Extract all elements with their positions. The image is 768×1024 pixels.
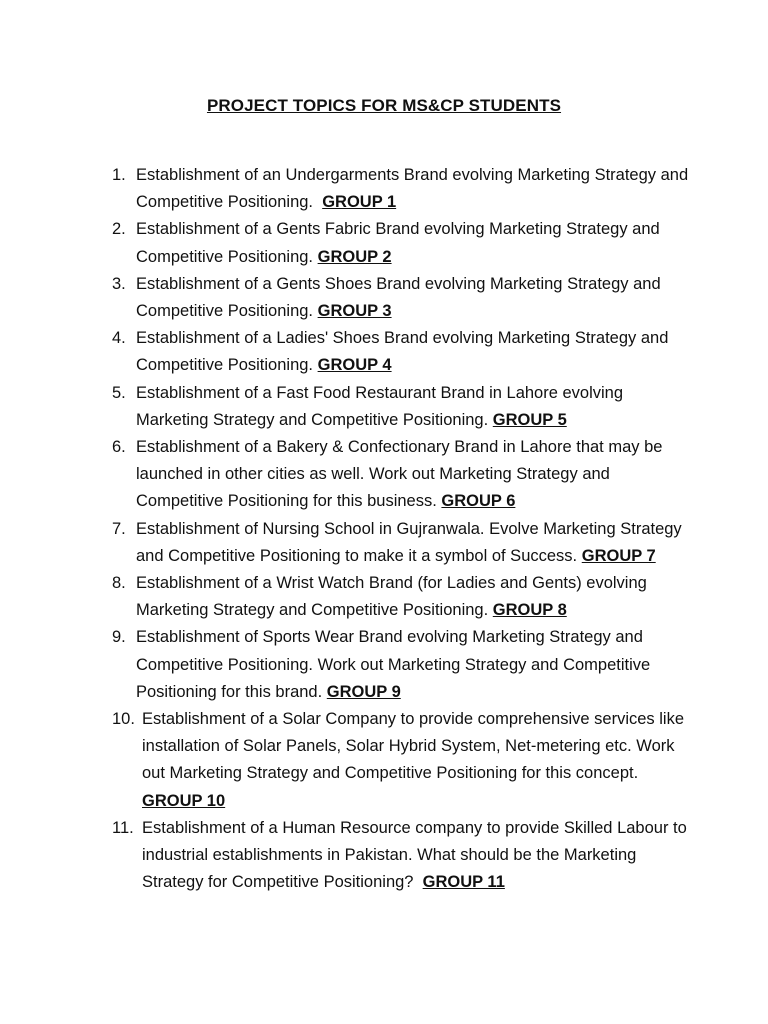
list-item xyxy=(112,216,692,270)
group-label: GROUP 11 xyxy=(422,873,505,892)
list-item-content xyxy=(112,380,692,434)
list-item-number: 5. xyxy=(112,383,126,402)
list-item xyxy=(112,624,692,706)
list-item xyxy=(112,706,692,815)
list-item-text: Establishment of Nursing School in Gujranwala. Evolve Marketing Strategy and Competitive Positioning to make it a symbol of Success. xyxy=(136,519,682,565)
list-item-number: 2. xyxy=(112,220,126,239)
list-item-number: 1. xyxy=(112,166,126,184)
group-label: GROUP 9 xyxy=(326,682,401,701)
list-item-number: 8. xyxy=(112,574,126,593)
list-item-number: 9. xyxy=(112,628,126,647)
list-item-text: Establishment of a Human Resource company to provide Skilled Labour to industrial establishments in Pakistan. What should be the Marketing Strategy for Competitive Positioning? xyxy=(142,818,687,892)
list-item-content xyxy=(112,325,692,379)
group-label: GROUP 7 xyxy=(581,546,656,565)
list-item-number: 4. xyxy=(112,329,126,348)
list-item-content xyxy=(112,516,692,570)
list-item-content xyxy=(112,624,692,706)
group-label: GROUP 6 xyxy=(441,492,516,511)
list-item-number: 11. xyxy=(112,818,134,837)
list-item xyxy=(112,380,692,434)
list-item-text: Establishment of a Ladies' Shoes Brand evolving Marketing Strategy and Competitive Positioning. xyxy=(136,329,669,375)
list-item-content xyxy=(112,706,692,815)
list-item-text: Establishment of Sports Wear Brand evolving Marketing Strategy and Competitive Positioning. Work out Marketing Strategy and Competitive Positioning for this brand. xyxy=(136,628,651,701)
list-item-text: Establishment of a Wrist Watch Brand (for Ladies and Gents) evolving Marketing Strategy and Competitive Positioning. xyxy=(136,574,647,620)
list-item xyxy=(112,815,692,897)
list-item-content xyxy=(112,216,692,270)
list-item-number: 3. xyxy=(112,274,126,293)
list-item-number: 6. xyxy=(112,438,126,457)
list-item-text: Establishment of a Fast Food Restaurant Brand in Lahore evolving Marketing Strategy and Competitive Positioning. xyxy=(136,383,624,429)
list-item xyxy=(112,271,692,325)
list-item-content xyxy=(112,162,692,216)
list-item-content xyxy=(112,434,692,516)
list-item xyxy=(112,325,692,379)
group-label: GROUP 4 xyxy=(317,356,392,375)
list-item-number: 10. xyxy=(112,710,135,729)
group-label: GROUP 5 xyxy=(492,410,567,429)
list-item-text: Establishment of a Solar Company to provide comprehensive services like installation of Solar Panels, Solar Hybrid System, Net-metering etc. Work out Marketing Strategy and Competitive Positioning for this concept. xyxy=(142,710,685,783)
list-item-text: Establishment of a Gents Fabric Brand evolving Marketing Strategy and Competitive Positioning. xyxy=(136,220,660,266)
list-item xyxy=(112,570,692,624)
list-item-content xyxy=(112,271,692,325)
list-item xyxy=(112,434,692,516)
topic-list xyxy=(112,162,692,896)
group-label: GROUP 3 xyxy=(317,302,392,321)
list-item xyxy=(112,516,692,570)
group-label: GROUP 2 xyxy=(317,247,392,266)
list-item-content xyxy=(112,815,692,897)
list-item-text: Establishment of an Undergarments Brand evolving Marketing Strategy and Competitive Positioning. xyxy=(136,166,689,212)
group-label: GROUP 10 xyxy=(142,791,226,810)
list-item-number: 7. xyxy=(112,519,126,538)
list-item-text: Establishment of a Bakery & Confectionary Brand in Lahore that may be launched in other cities as well. Work out Marketing Strategy and Competitive Positioning for this business. xyxy=(136,438,663,511)
group-label: GROUP 8 xyxy=(492,601,567,620)
group-label: GROUP 1 xyxy=(322,193,397,212)
page-title: PROJECT TOPICS FOR MS&CP STUDENTS xyxy=(206,96,562,115)
list-item-content xyxy=(112,570,692,624)
list-item xyxy=(112,162,692,216)
list-item-text: Establishment of a Gents Shoes Brand evolving Marketing Strategy and Competitive Positioning. xyxy=(136,274,661,321)
